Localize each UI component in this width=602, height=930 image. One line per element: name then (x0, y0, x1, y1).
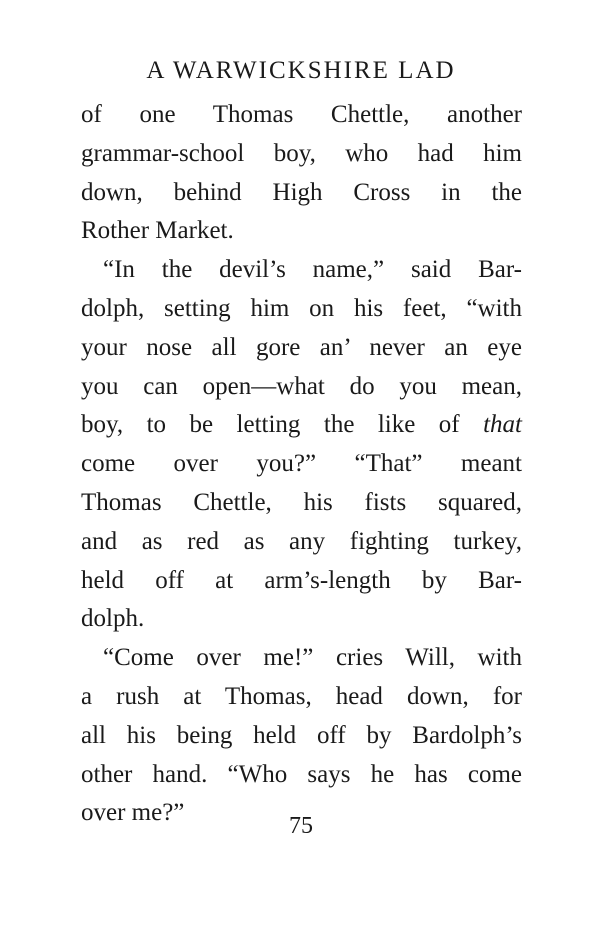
text-line: of one Thomas Chettle, another (81, 101, 522, 128)
text-line: held off at arm’s-length by Bar- (81, 566, 522, 594)
text-segment: boy, to be letting the like of (81, 411, 460, 439)
text-line: dolph, setting him on his feet, “with (81, 294, 522, 322)
text-line: come over you?” “That” meant (81, 450, 522, 478)
body-text (81, 96, 522, 833)
italic-word: that (483, 411, 523, 439)
text-line: down, behind High Cross in the (81, 178, 522, 206)
text-line: “In the devil’s name,” said Bar- (103, 256, 522, 284)
running-head: A WARWICKSHIRE LAD (146, 57, 456, 84)
text-line (81, 406, 522, 445)
text-line: other hand. “Who says he has come (81, 760, 522, 788)
text-line: you can open—what do you mean, (81, 372, 522, 400)
text-line: a rush at Thomas, head down, for (81, 682, 522, 710)
text-line: dolph. (81, 605, 145, 633)
text-line: and as red as any fighting turkey, (81, 527, 522, 555)
page-number: 75 (289, 813, 313, 839)
text-line: over me?” (81, 799, 185, 827)
text-line: “Come over me!” cries Will, with (103, 644, 522, 672)
text-line: all his being held off by Bardolph’s (81, 721, 522, 749)
text-line: Rother Market. (81, 217, 234, 245)
text-line: grammar-school boy, who had him (81, 139, 522, 167)
text-line: Thomas Chettle, his fists squared, (81, 488, 522, 516)
text-line: your nose all gore an’ never an eye (81, 333, 522, 361)
